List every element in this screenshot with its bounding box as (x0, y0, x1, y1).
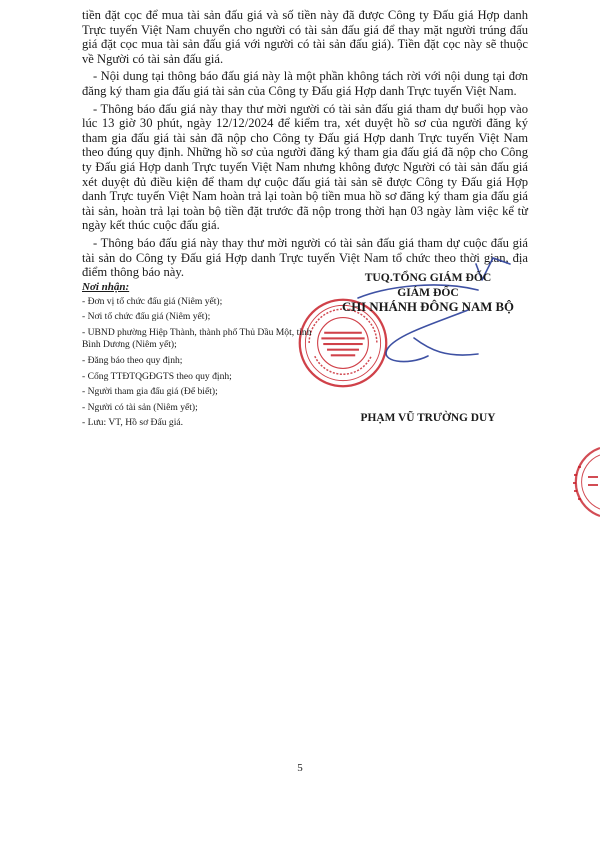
recipient-item: - Lưu: VT, Hồ sơ Đấu giá. (82, 417, 184, 429)
recipients-heading: Nơi nhận: (82, 281, 130, 293)
signer-authority: TUQ.TỔNG GIÁM ĐỐC (364, 271, 492, 284)
page-number: 5 (297, 762, 303, 774)
recipient-item: - UBND phường Hiệp Thành, thành phố Thủ Dầu Một, tỉnh Bình Dương (Niêm yết); (82, 326, 312, 351)
recipient-item: - Người có tài sản (Niêm yết); (82, 401, 198, 413)
paragraph-deposit-continued: tiền đặt cọc để mua tài sản đấu giá và số tiền này đã được Công ty Đấu giá Hợp danh Trực tuyến Việt Nam chuyển cho người có tài sản đấu giá để thay mặt người trúng đấu giá đặt cọc mua tài sản đấu giá với người có tài sản đấu giá). Tiền đặt cọc này sẽ thuộc về Người có tài sản đấu giá. (82, 8, 528, 66)
signer-position: GIÁM ĐỐC (397, 286, 459, 299)
recipient-item: - Đơn vị tổ chức đấu giá (Niêm yết); (82, 295, 223, 307)
recipient-item: - Nơi tổ chức đấu giá (Niêm yết); (82, 311, 211, 323)
paragraph-meeting-invitation: - Thông báo đấu giá này thay thư mời người có tài sản đấu giá tham dự buổi họp vào lúc 13 giờ 30 phút, ngày 12/12/2024 để kiểm tra, xét duyệt hồ sơ của người đăng ký tham gia đấu giá tài sản đã nộp cho Công ty Đấu giá Hợp danh Trực tuyến Việt Nam theo đúng quy định. Những hồ sơ của người đăng ký tham gia đấu giá đã nộp cho Công ty Đấu giá Hợp danh Trực tuyến Việt Nam nhưng không được Người có tài sản đấu giá xét duyệt đủ điều kiện để tham dự cuộc đấu giá tài sản sẽ được Công ty Đấu giá Hợp danh Trực tuyến Việt Nam hoàn trả lại toàn bộ tiền mua hồ sơ đăng ký tham gia đấu giá tài sản, hoàn trả lại toàn bộ tiền đặt trước đã nộp trong thời hạn 03 ngày làm việc kể từ ngày kết thúc cuộc đấu giá. (82, 101, 528, 233)
body-text (82, 8, 528, 283)
signer-name: PHẠM VŨ TRƯỜNG DUY (360, 412, 496, 424)
recipient-item: - Đăng báo theo quy định; (82, 354, 183, 366)
recipient-item: - Cổng TTĐTQGĐGTS theo quy định; (82, 370, 232, 382)
signer-branch: CHI NHÁNH ĐÔNG NAM BỘ (341, 300, 515, 314)
signature-block (318, 270, 538, 315)
recipient-item: - Người tham gia đấu giá (Để biết); (82, 386, 218, 398)
side-seal-stamp (558, 446, 600, 518)
paragraph-auction-invitation: - Thông báo đấu giá này thay thư mời người có tài sản đấu giá tham dự cuộc đấu giá tài sản do Công ty Đấu giá Hợp danh Trực tuyến Việt Nam tổ chức theo thời gian, địa điểm thông báo này. (82, 235, 528, 280)
recipients-list (82, 281, 312, 433)
paragraph-content-inseparable: - Nội dung tại thông báo đấu giá này là một phần không tách rời với nội dung tại đơn đăng ký tham gia đấu giá tài sản của Công ty Đấu giá Hợp danh Trực tuyến Việt Nam. (82, 69, 528, 98)
